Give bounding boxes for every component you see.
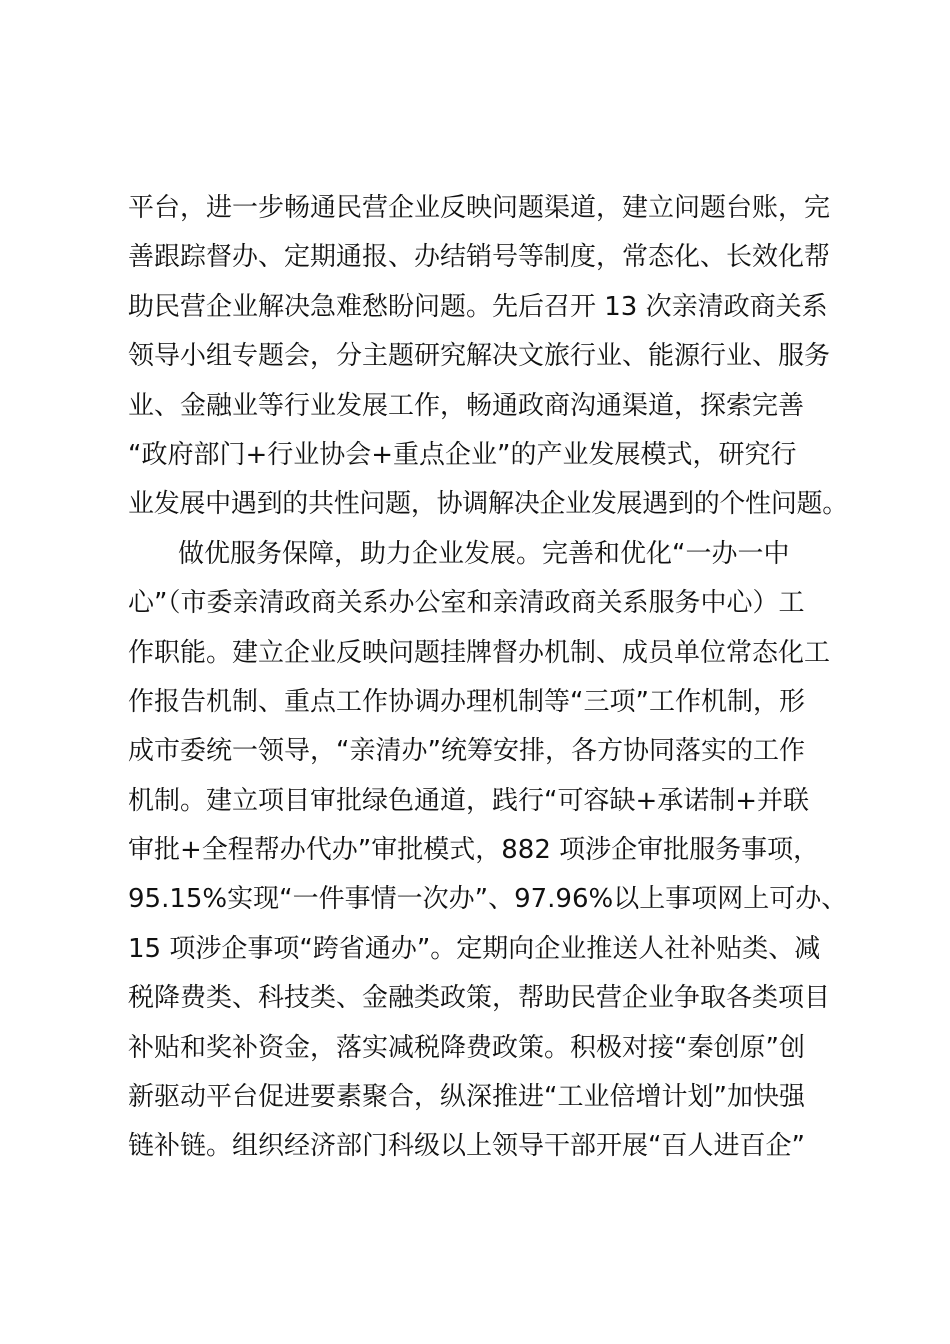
text-line: 审批+全程帮办代办”审批模式，882 项涉企审批服务事项， (128, 835, 820, 866)
text-line: 新驱动平台促进要素聚合，纵深推进“工业倍增计划”加快强 (128, 1082, 805, 1113)
text-line: 15 项涉企事项“跨省通办”。定期向企业推送人社补贴类、减 (128, 933, 821, 964)
text-line: 领导小组专题会，分主题研究解决文旅行业、能源行业、服务 (128, 341, 831, 372)
text-line: 税降费类、科技类、金融类政策，帮助民营企业争取各类项目 (128, 983, 831, 1014)
body-text (128, 184, 848, 1172)
text-line: 补贴和奖补资金，落实减税降费政策。积极对接“秦创原”创 (128, 1032, 805, 1063)
text-line: 业、金融业等行业发展工作，畅通政商沟通渠道，探索完善 (128, 390, 805, 421)
text-line: 95.15%实现“一件事情一次办”、97.96%以上事项网上可办、 (128, 884, 848, 915)
text-line: 链补链。组织经济部门科级以上领导干部开展“百人进百企” (128, 1131, 805, 1162)
text-line: 业发展中遇到的共性问题，协调解决企业发展遇到的个性问题。 (128, 489, 848, 520)
text-line: “政府部门+行业协会+重点企业”的产业发展模式，研究行 (128, 439, 797, 470)
text-line: 助民营企业解决急难愁盼问题。先后召开 13 次亲清政商关系 (128, 291, 828, 322)
text-line: 作报告机制、重点工作协调办理机制等“三项”工作机制，形 (128, 686, 805, 717)
text-line: 平台，进一步畅通民营企业反映问题渠道，建立问题台账，完 (128, 193, 831, 223)
text-line: 作职能。建立企业反映问题挂牌督办机制、成员单位常态化工 (128, 637, 831, 668)
text-line: 成市委统一领导，“亲清办”统筹安排，各方协同落实的工作 (128, 736, 805, 767)
text-line: 心”（市委亲清政商关系办公室和亲清政商关系服务中心）工 (128, 588, 805, 619)
text-line: 机制。建立项目审批绿色通道，践行“可容缺+承诺制+并联 (128, 785, 810, 816)
text-line: 善跟踪督办、定期通报、办结销号等制度，常态化、长效化帮 (128, 242, 831, 273)
paragraph-start-line: 做优服务保障，助力企业发展。完善和优化“一办一中 (178, 538, 790, 569)
